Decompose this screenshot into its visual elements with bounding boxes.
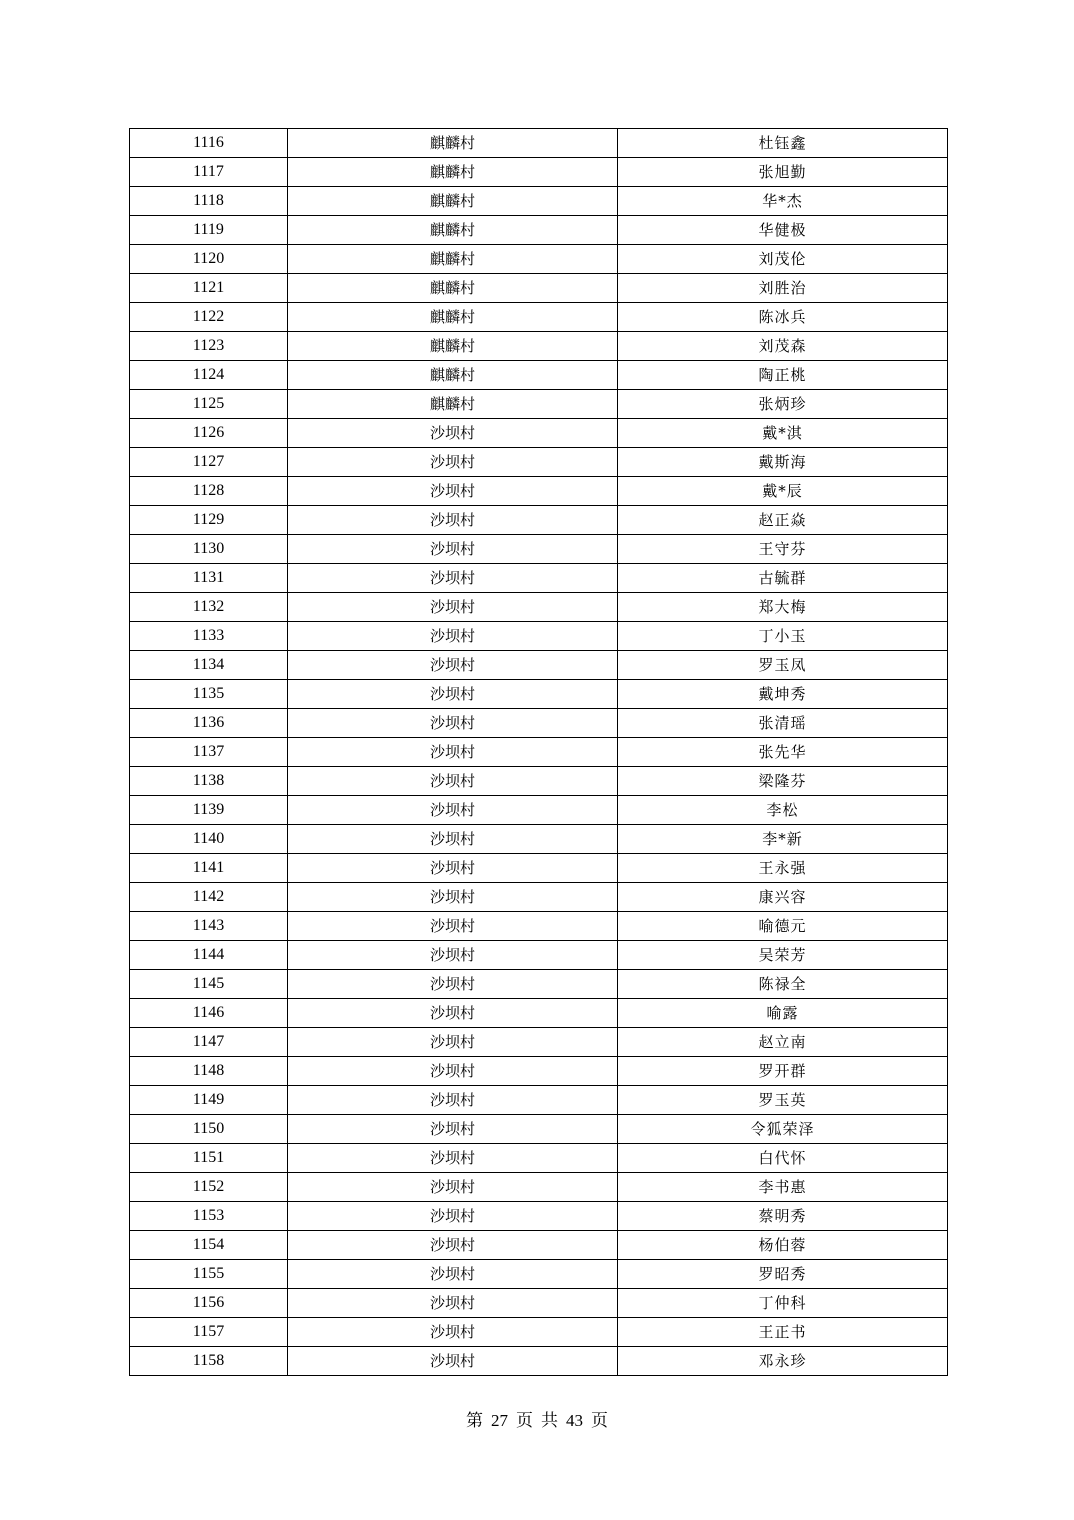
row-number-cell: 1153: [130, 1202, 288, 1231]
footer-page-unit: 页: [516, 1411, 533, 1431]
name-cell: 王永强: [618, 854, 948, 883]
table-row: [130, 970, 948, 999]
name-cell: 刘胜治: [618, 274, 948, 303]
row-number-cell: 1139: [130, 796, 288, 825]
name-cell: 邓永珍: [618, 1347, 948, 1376]
name-cell: 华*杰: [618, 187, 948, 216]
name-cell: 王正书: [618, 1318, 948, 1347]
name-cell: 丁小玉: [618, 622, 948, 651]
name-cell: 华健极: [618, 216, 948, 245]
village-cell: 麒麟村: [288, 390, 618, 419]
table-row: [130, 1057, 948, 1086]
row-number-cell: 1148: [130, 1057, 288, 1086]
table-row: [130, 187, 948, 216]
village-cell: 沙坝村: [288, 1202, 618, 1231]
row-number-cell: 1124: [130, 361, 288, 390]
footer-page-number: 27: [491, 1411, 508, 1430]
name-cell: 张炳珍: [618, 390, 948, 419]
table-row: [130, 1144, 948, 1173]
table-row: [130, 593, 948, 622]
row-number-cell: 1134: [130, 651, 288, 680]
table-row: [130, 1028, 948, 1057]
row-number-cell: 1127: [130, 448, 288, 477]
table-row: [130, 245, 948, 274]
row-number-cell: 1144: [130, 941, 288, 970]
name-cell: 张先华: [618, 738, 948, 767]
village-cell: 沙坝村: [288, 796, 618, 825]
name-cell: 戴斯海: [618, 448, 948, 477]
village-cell: 沙坝村: [288, 1086, 618, 1115]
table-row: [130, 854, 948, 883]
row-number-cell: 1123: [130, 332, 288, 361]
name-cell: 康兴容: [618, 883, 948, 912]
row-number-cell: 1154: [130, 1231, 288, 1260]
name-cell: 罗玉凤: [618, 651, 948, 680]
village-cell: 沙坝村: [288, 1231, 618, 1260]
village-cell: 沙坝村: [288, 1115, 618, 1144]
name-cell: 李书惠: [618, 1173, 948, 1202]
footer-total-label: 共: [541, 1411, 558, 1431]
table-row: [130, 506, 948, 535]
row-number-cell: 1147: [130, 1028, 288, 1057]
row-number-cell: 1158: [130, 1347, 288, 1376]
village-cell: 麒麟村: [288, 158, 618, 187]
table-row: [130, 1318, 948, 1347]
name-cell: 戴*辰: [618, 477, 948, 506]
table-row: [130, 477, 948, 506]
name-cell: 戴*淇: [618, 419, 948, 448]
village-cell: 沙坝村: [288, 999, 618, 1028]
row-number-cell: 1152: [130, 1173, 288, 1202]
table-row: [130, 883, 948, 912]
row-number-cell: 1132: [130, 593, 288, 622]
name-cell: 郑大梅: [618, 593, 948, 622]
name-cell: 张旭勤: [618, 158, 948, 187]
row-number-cell: 1137: [130, 738, 288, 767]
footer-prefix: 第: [466, 1411, 483, 1431]
row-number-cell: 1150: [130, 1115, 288, 1144]
row-number-cell: 1149: [130, 1086, 288, 1115]
village-cell: 沙坝村: [288, 622, 618, 651]
name-cell: 喻露: [618, 999, 948, 1028]
village-cell: 沙坝村: [288, 1028, 618, 1057]
table-row: [130, 1115, 948, 1144]
name-cell: 杜钰鑫: [618, 129, 948, 158]
village-cell: 沙坝村: [288, 535, 618, 564]
row-number-cell: 1119: [130, 216, 288, 245]
name-cell: 古毓群: [618, 564, 948, 593]
village-cell: 沙坝村: [288, 680, 618, 709]
table-row: [130, 1202, 948, 1231]
name-cell: 刘茂森: [618, 332, 948, 361]
village-cell: 沙坝村: [288, 448, 618, 477]
row-number-cell: 1151: [130, 1144, 288, 1173]
village-cell: 沙坝村: [288, 419, 618, 448]
row-number-cell: 1157: [130, 1318, 288, 1347]
name-cell: 戴坤秀: [618, 680, 948, 709]
roster-table: [129, 128, 948, 1376]
name-cell: 陈冰兵: [618, 303, 948, 332]
village-cell: 麒麟村: [288, 303, 618, 332]
table-row: [130, 825, 948, 854]
village-cell: 沙坝村: [288, 1318, 618, 1347]
table-row: [130, 1231, 948, 1260]
village-cell: 麒麟村: [288, 187, 618, 216]
name-cell: 罗玉英: [618, 1086, 948, 1115]
table-row: [130, 767, 948, 796]
table-row: [130, 796, 948, 825]
village-cell: 沙坝村: [288, 738, 618, 767]
row-number-cell: 1120: [130, 245, 288, 274]
name-cell: 吴荣芳: [618, 941, 948, 970]
table-row: [130, 274, 948, 303]
village-cell: 沙坝村: [288, 1057, 618, 1086]
village-cell: 沙坝村: [288, 564, 618, 593]
table-row: [130, 419, 948, 448]
table-row: [130, 941, 948, 970]
village-cell: 麒麟村: [288, 245, 618, 274]
village-cell: 沙坝村: [288, 651, 618, 680]
row-number-cell: 1142: [130, 883, 288, 912]
table-row: [130, 1347, 948, 1376]
row-number-cell: 1130: [130, 535, 288, 564]
footer-total-unit: 页: [591, 1411, 608, 1431]
village-cell: 沙坝村: [288, 1173, 618, 1202]
table-row: [130, 1086, 948, 1115]
village-cell: 沙坝村: [288, 883, 618, 912]
village-cell: 沙坝村: [288, 912, 618, 941]
village-cell: 沙坝村: [288, 1260, 618, 1289]
name-cell: 罗开群: [618, 1057, 948, 1086]
table-row: [130, 332, 948, 361]
name-cell: 杨伯蓉: [618, 1231, 948, 1260]
table-row: [130, 912, 948, 941]
table-row: [130, 216, 948, 245]
village-cell: 麒麟村: [288, 361, 618, 390]
village-cell: 麒麟村: [288, 129, 618, 158]
table-row: [130, 651, 948, 680]
row-number-cell: 1155: [130, 1260, 288, 1289]
name-cell: 白代怀: [618, 1144, 948, 1173]
village-cell: 麒麟村: [288, 216, 618, 245]
village-cell: 沙坝村: [288, 825, 618, 854]
name-cell: 赵正焱: [618, 506, 948, 535]
table-row: [130, 535, 948, 564]
row-number-cell: 1129: [130, 506, 288, 535]
row-number-cell: 1156: [130, 1289, 288, 1318]
village-cell: 麒麟村: [288, 274, 618, 303]
village-cell: 沙坝村: [288, 709, 618, 738]
name-cell: 蔡明秀: [618, 1202, 948, 1231]
name-cell: 陶正桃: [618, 361, 948, 390]
table-row: [130, 564, 948, 593]
village-cell: 麒麟村: [288, 332, 618, 361]
row-number-cell: 1136: [130, 709, 288, 738]
row-number-cell: 1131: [130, 564, 288, 593]
table-row: [130, 361, 948, 390]
row-number-cell: 1121: [130, 274, 288, 303]
name-cell: 李松: [618, 796, 948, 825]
table-row: [130, 999, 948, 1028]
table-row: [130, 738, 948, 767]
name-cell: 李*新: [618, 825, 948, 854]
table-row: [130, 129, 948, 158]
village-cell: 沙坝村: [288, 1347, 618, 1376]
row-number-cell: 1126: [130, 419, 288, 448]
row-number-cell: 1116: [130, 129, 288, 158]
table-row: [130, 1260, 948, 1289]
name-cell: 丁仲科: [618, 1289, 948, 1318]
row-number-cell: 1135: [130, 680, 288, 709]
village-cell: 沙坝村: [288, 506, 618, 535]
table-row: [130, 1173, 948, 1202]
name-cell: 刘茂伦: [618, 245, 948, 274]
row-number-cell: 1143: [130, 912, 288, 941]
row-number-cell: 1146: [130, 999, 288, 1028]
row-number-cell: 1118: [130, 187, 288, 216]
row-number-cell: 1117: [130, 158, 288, 187]
name-cell: 梁隆芬: [618, 767, 948, 796]
row-number-cell: 1140: [130, 825, 288, 854]
table-row: [130, 709, 948, 738]
name-cell: 喻德元: [618, 912, 948, 941]
name-cell: 陈禄全: [618, 970, 948, 999]
roster-table-body: [130, 129, 948, 1376]
table-row: [130, 622, 948, 651]
table-row: [130, 1289, 948, 1318]
village-cell: 沙坝村: [288, 941, 618, 970]
village-cell: 沙坝村: [288, 1144, 618, 1173]
name-cell: 罗昭秀: [618, 1260, 948, 1289]
row-number-cell: 1122: [130, 303, 288, 332]
row-number-cell: 1145: [130, 970, 288, 999]
table-row: [130, 390, 948, 419]
name-cell: 赵立南: [618, 1028, 948, 1057]
table-row: [130, 680, 948, 709]
row-number-cell: 1133: [130, 622, 288, 651]
row-number-cell: 1138: [130, 767, 288, 796]
village-cell: 沙坝村: [288, 767, 618, 796]
village-cell: 沙坝村: [288, 477, 618, 506]
village-cell: 沙坝村: [288, 854, 618, 883]
row-number-cell: 1125: [130, 390, 288, 419]
table-row: [130, 448, 948, 477]
village-cell: 沙坝村: [288, 970, 618, 999]
village-cell: 沙坝村: [288, 1289, 618, 1318]
table-row: [130, 158, 948, 187]
village-cell: 沙坝村: [288, 593, 618, 622]
row-number-cell: 1128: [130, 477, 288, 506]
row-number-cell: 1141: [130, 854, 288, 883]
name-cell: 张清瑶: [618, 709, 948, 738]
footer-total-pages: 43: [566, 1411, 583, 1430]
page-footer: [0, 1408, 1074, 1434]
name-cell: 王守芬: [618, 535, 948, 564]
table-row: [130, 303, 948, 332]
name-cell: 令狐荣泽: [618, 1115, 948, 1144]
